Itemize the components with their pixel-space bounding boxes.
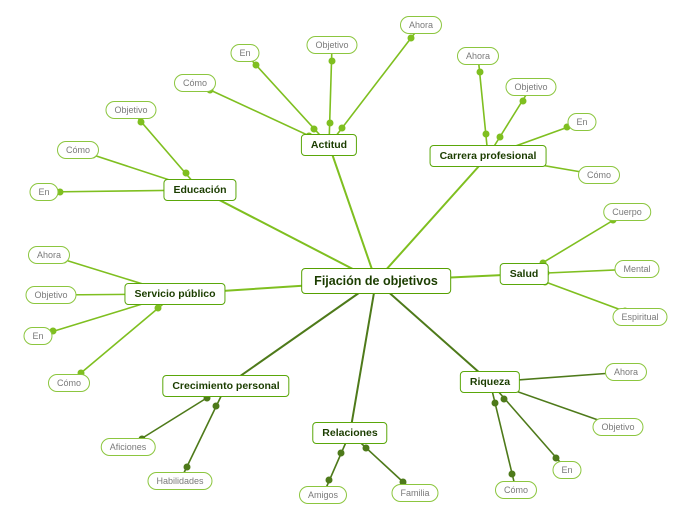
root-node[interactable]: Fijación de objetivos bbox=[301, 268, 451, 294]
connector-dot bbox=[183, 463, 190, 470]
connector-dot bbox=[476, 68, 483, 75]
connector-dot bbox=[408, 34, 415, 41]
leaf-node[interactable]: Espiritual bbox=[612, 308, 667, 326]
connector-dot bbox=[519, 97, 526, 104]
connector-dot bbox=[326, 477, 333, 484]
leaf-node[interactable]: Mental bbox=[614, 260, 659, 278]
leaf-node[interactable]: Cómo bbox=[578, 166, 620, 184]
leaf-node[interactable]: Objetivo bbox=[592, 418, 643, 436]
leaf-node[interactable]: Amigos bbox=[299, 486, 347, 504]
connector-dot bbox=[326, 120, 333, 127]
connector-dot bbox=[138, 119, 145, 126]
leaf-node[interactable]: En bbox=[230, 44, 259, 62]
leaf-node[interactable]: Objetivo bbox=[25, 286, 76, 304]
edge bbox=[376, 281, 490, 382]
leaf-node[interactable]: Ahora bbox=[605, 363, 647, 381]
branch-node[interactable]: Riqueza bbox=[460, 371, 520, 393]
leaf-node[interactable]: Objetivo bbox=[105, 101, 156, 119]
connector-dot bbox=[338, 450, 345, 457]
leaf-node[interactable]: Cómo bbox=[495, 481, 537, 499]
branch-node[interactable]: Actitud bbox=[301, 134, 357, 156]
leaf-node[interactable]: Ahora bbox=[457, 47, 499, 65]
connector-dot bbox=[339, 124, 346, 131]
leaf-node[interactable]: En bbox=[29, 183, 58, 201]
leaf-node[interactable]: Familia bbox=[391, 484, 438, 502]
edge bbox=[350, 281, 376, 433]
branch-node[interactable]: Relaciones bbox=[312, 422, 387, 444]
connector-dot bbox=[492, 400, 499, 407]
leaf-node[interactable]: Cómo bbox=[48, 374, 90, 392]
connector-dot bbox=[509, 471, 516, 478]
leaf-node[interactable]: Ahora bbox=[28, 246, 70, 264]
branch-node[interactable]: Crecimiento personal bbox=[162, 375, 289, 397]
branch-node[interactable]: Carrera profesional bbox=[430, 145, 547, 167]
leaf-node[interactable]: Objetivo bbox=[306, 36, 357, 54]
connector-dot bbox=[213, 402, 220, 409]
leaf-node[interactable]: En bbox=[23, 327, 52, 345]
leaf-node[interactable]: En bbox=[567, 113, 596, 131]
leaf-node[interactable]: Cuerpo bbox=[603, 203, 651, 221]
leaf-node[interactable]: Cómo bbox=[174, 74, 216, 92]
branch-node[interactable]: Servicio público bbox=[124, 283, 225, 305]
connector-dot bbox=[328, 57, 335, 64]
connector-dot bbox=[496, 134, 503, 141]
branch-node[interactable]: Salud bbox=[500, 263, 549, 285]
connector-dot bbox=[252, 61, 259, 68]
connector-dot bbox=[363, 444, 370, 451]
edge bbox=[376, 156, 488, 281]
connector-dot bbox=[155, 305, 162, 312]
leaf-node[interactable]: Habilidades bbox=[147, 472, 212, 490]
connector-dot bbox=[182, 170, 189, 177]
leaf-node[interactable]: Aficiones bbox=[101, 438, 156, 456]
connector-dot bbox=[482, 131, 489, 138]
leaf-node[interactable]: En bbox=[552, 461, 581, 479]
leaf-node[interactable]: Objetivo bbox=[505, 78, 556, 96]
edge bbox=[226, 281, 376, 386]
branch-node[interactable]: Educación bbox=[163, 179, 236, 201]
connector-dot bbox=[501, 395, 508, 402]
leaf-node[interactable]: Cómo bbox=[57, 141, 99, 159]
connector-dot bbox=[311, 125, 318, 132]
leaf-node[interactable]: Ahora bbox=[400, 16, 442, 34]
